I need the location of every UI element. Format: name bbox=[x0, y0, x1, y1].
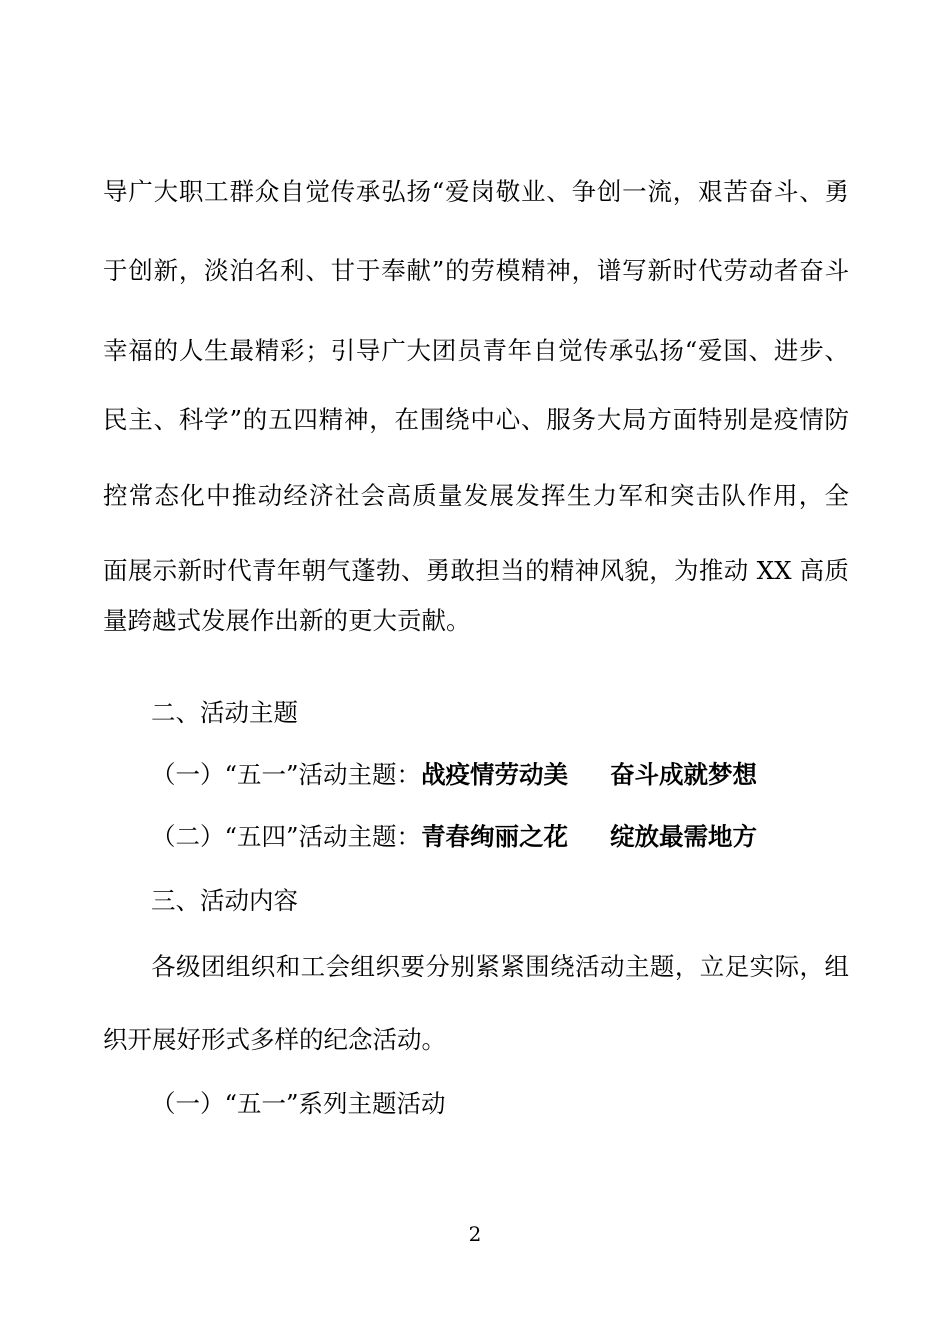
paragraph-line: 于创新，淡泊名利、甘于奉献”的劳模精神，谱写新时代劳动者奋斗 bbox=[103, 256, 849, 285]
theme-label: （一）“五一”活动主题： bbox=[151, 760, 422, 789]
paragraph-line: 导广大职工群众自觉传承弘扬“爱岗敬业、争创一流，艰苦奋斗、勇 bbox=[103, 177, 849, 206]
theme-label: （二）“五四”活动主题： bbox=[151, 822, 422, 851]
paragraph-line: 民主、科学”的五四精神，在围绕中心、服务大局方面特别是疫情防 bbox=[103, 405, 849, 434]
theme-slogan-part: 青春绚丽之花 bbox=[421, 822, 569, 851]
paragraph-line: 量跨越式发展作出新的更大贡献。 bbox=[103, 606, 471, 635]
paragraph-line: 织开展好形式多样的纪念活动。 bbox=[103, 1025, 446, 1054]
theme-line-may-first bbox=[151, 758, 849, 792]
theme-slogan-part: 战疫情劳动美 bbox=[421, 760, 569, 789]
page-number: 2 bbox=[468, 1222, 482, 1246]
section-heading-content: 三、活动内容 bbox=[151, 886, 298, 915]
theme-line-may-fourth bbox=[151, 820, 849, 854]
section-heading-themes: 二、活动主题 bbox=[151, 698, 298, 727]
paragraph-line: 控常态化中推动经济社会高质量发展发挥生力军和突击队作用，全 bbox=[103, 481, 849, 510]
theme-slogan-part: 绽放最需地方 bbox=[610, 822, 758, 851]
paragraph-line: 各级团组织和工会组织要分别紧紧围绕活动主题，立足实际，组 bbox=[151, 952, 849, 981]
theme-slogan-part: 奋斗成就梦想 bbox=[610, 760, 758, 789]
paragraph-line: 面展示新时代青年朝气蓬勃、勇敢担当的精神风貌，为推动 XX 高质 bbox=[103, 556, 849, 585]
paragraph-line: 幸福的人生最精彩；引导广大团员青年自觉传承弘扬“爱国、进步、 bbox=[103, 336, 849, 365]
subheading-may-first-activities: （一）“五一”系列主题活动 bbox=[151, 1089, 446, 1118]
